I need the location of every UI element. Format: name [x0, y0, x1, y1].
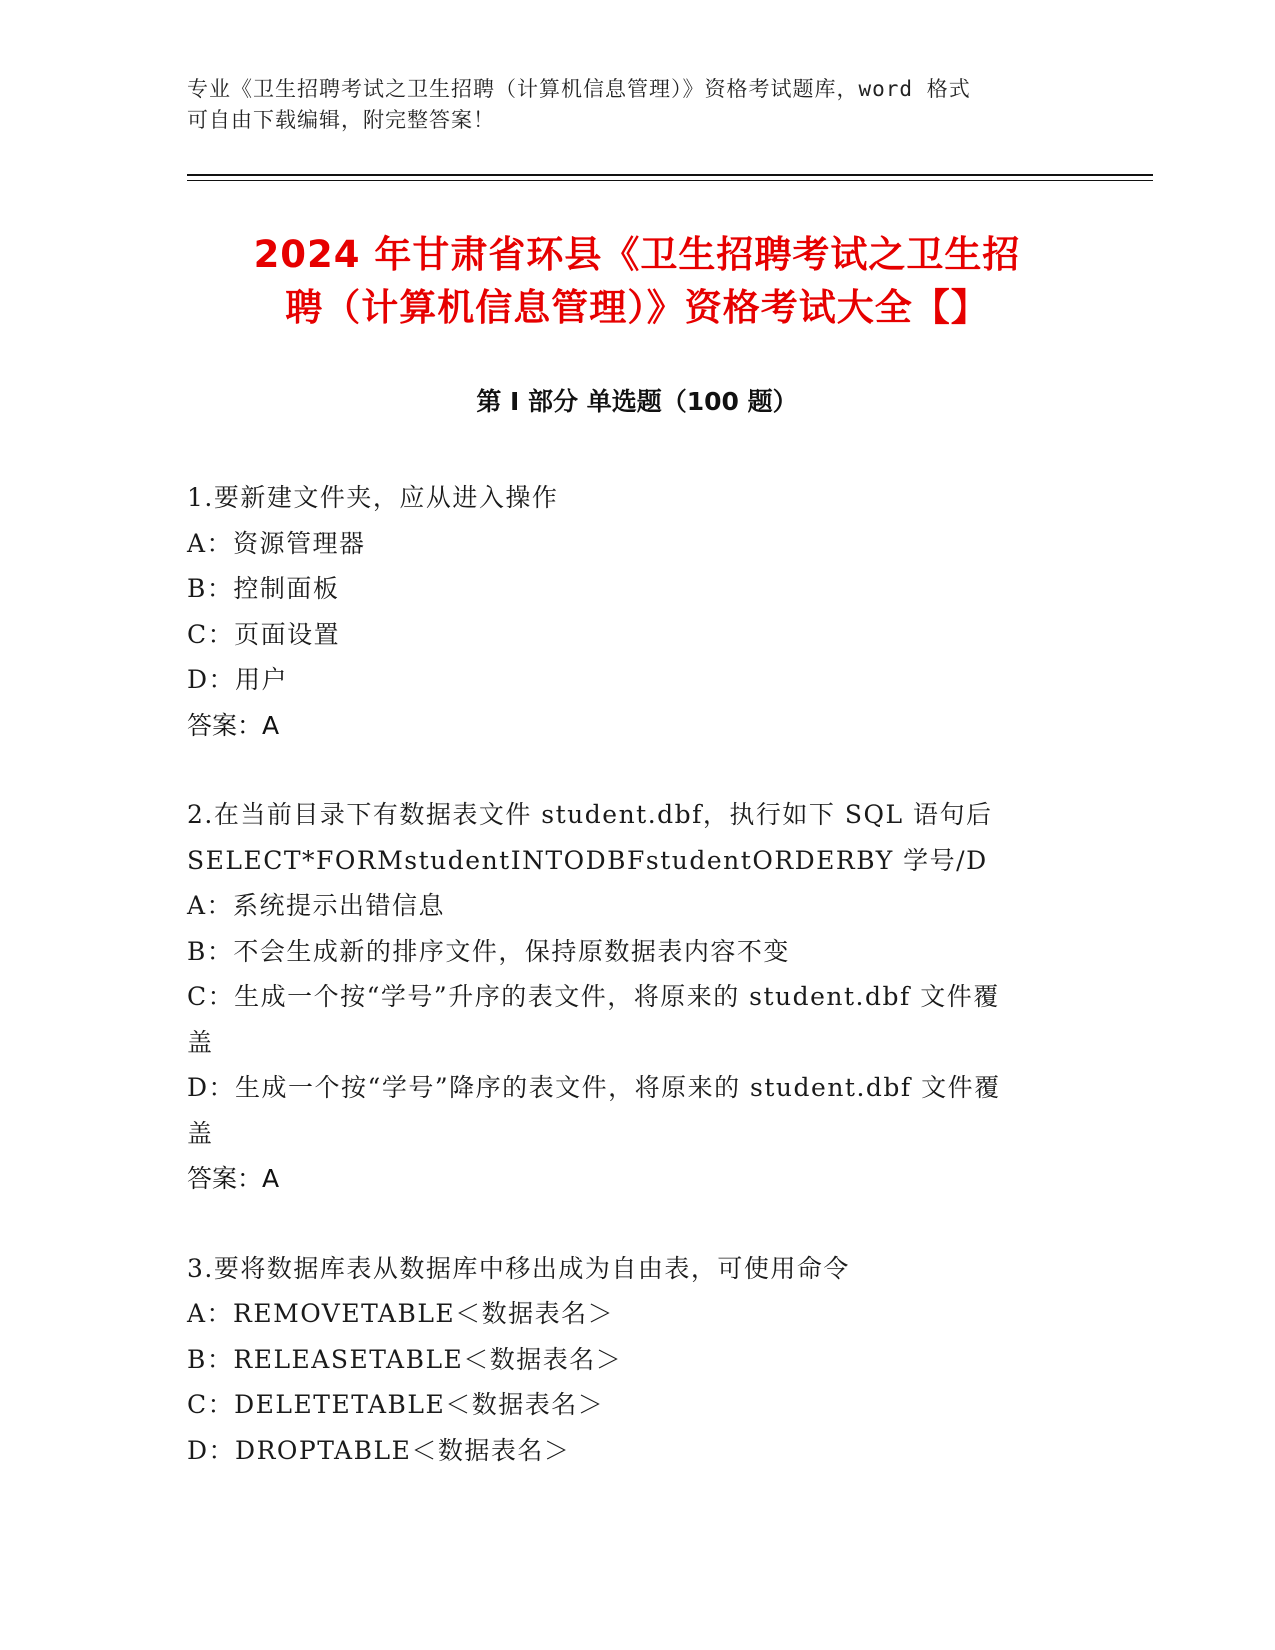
option-c: C：页面设置 [187, 619, 341, 649]
header-note-line: 可自由下载编辑，附完整答案！ [187, 108, 495, 132]
option-b: B：不会生成新的排序文件，保持原数据表内容不变 [187, 936, 790, 966]
option-d: D：生成一个按“学号”降序的表文件，将原来的 student.dbf 文件覆 [187, 1073, 1001, 1102]
option-a: A：REMOVETABLE＜数据表名＞ [187, 1299, 615, 1328]
question-item [187, 792, 1087, 1202]
question-item [187, 1246, 1087, 1474]
question-stem-continued: SELECT*FORMstudentINTODBFstudentORDERBY 学号/D [187, 845, 988, 875]
option-c: C：生成一个按“学号”升序的表文件，将原来的 student.dbf 文件覆 [187, 982, 1000, 1011]
option-d: D：用户 [187, 665, 289, 694]
question-stem: 1.要新建文件夹，应从进入操作 [187, 483, 559, 512]
option-b: B：RELEASETABLE＜数据表名＞ [187, 1344, 623, 1374]
question-item [187, 475, 1087, 748]
question-stem: 2.在当前目录下有数据表文件 student.dbf，执行如下 SQL 语句后 [187, 800, 993, 829]
document-title [187, 228, 1087, 334]
header-divider-thick [187, 174, 1153, 176]
document-title-line: 聘（计算机信息管理）》资格考试大全【】 [285, 286, 989, 329]
option-c: C：DELETETABLE＜数据表名＞ [187, 1390, 605, 1419]
option-b: B：控制面板 [187, 574, 340, 603]
option-a: A：资源管理器 [187, 528, 366, 558]
header-note [187, 74, 1087, 136]
header-note-line: 专业《卫生招聘考试之卫生招聘（计算机信息管理）》资格考试题库，word 格式 [187, 77, 971, 101]
question-stem: 3.要将数据库表从数据库中移出成为自由表，可使用命令 [187, 1253, 850, 1283]
option-a: A：系统提示出错信息 [187, 891, 446, 920]
option-c-continued: 盖 [187, 1027, 214, 1057]
answer-line: 答案：A [187, 710, 280, 740]
section-title: 第 I 部分 单选题（100 题） [476, 387, 798, 416]
option-d-continued: 盖 [187, 1118, 214, 1148]
question-list [187, 475, 1087, 1517]
option-d: D：DROPTABLE＜数据表名＞ [187, 1435, 571, 1465]
header-divider-thin [187, 180, 1153, 181]
answer-line: 答案：A [187, 1164, 280, 1193]
document-title-line: 2024 年甘肃省环县《卫生招聘考试之卫生招 [253, 233, 1021, 276]
